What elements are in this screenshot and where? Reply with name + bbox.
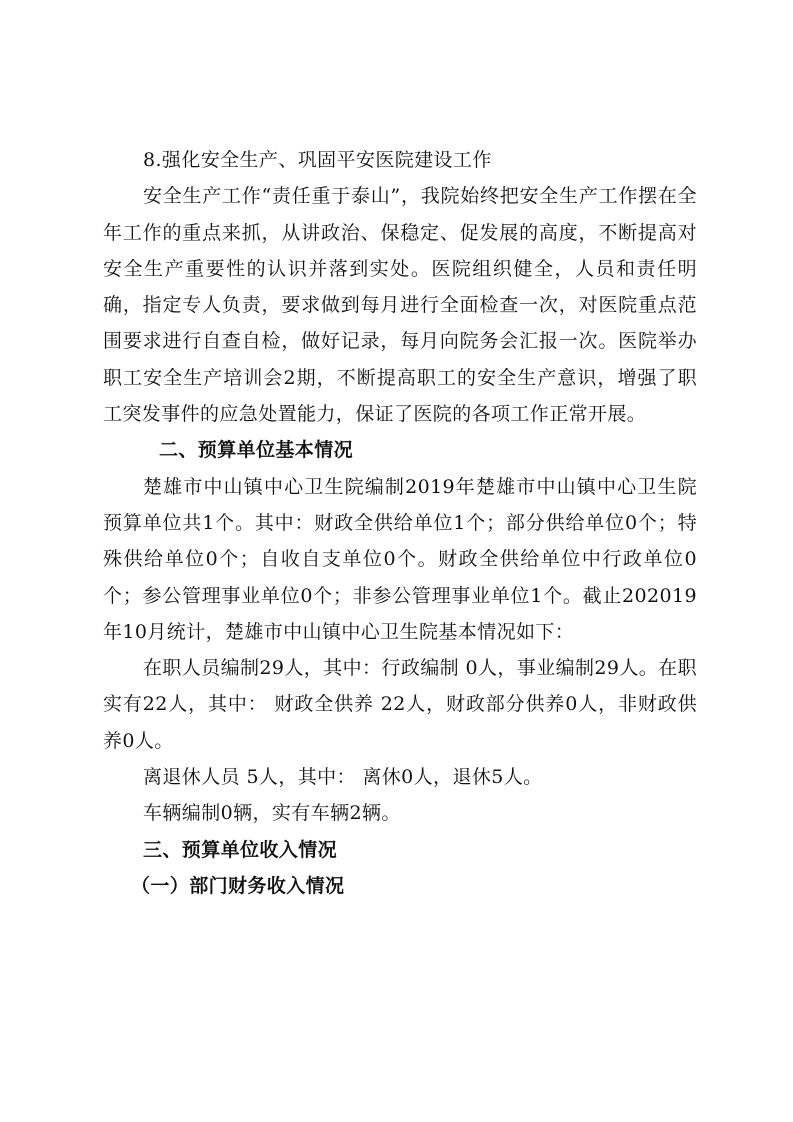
heading-budget-unit-basic-info: 二、预算单位基本情况 (159, 439, 354, 462)
heading-department-financial-income: （一）部门财务收入情况 (131, 874, 345, 897)
document-body (103, 142, 697, 904)
paragraph-vehicles: 车辆编制0辆，实有车辆2辆。 (143, 802, 401, 825)
paragraph-budget-unit-overview: 楚雄市中山镇中心卫生院编制2019年楚雄市中山镇中心卫生院预算单位共1个。其中：财政全供给单位1个；部分供给单位0个；特殊供给单位0个；自收自支单位0个。财政全供给单位中行政单位0个；参公管理事业单位0个；非参公管理事业单位1个。截止202019年10月统计，楚雄市中山镇中心卫生院基本情况如下： (103, 475, 697, 643)
section-title-safety: 8.强化安全生产、巩固平安医院建设工作 (143, 149, 492, 171)
paragraph-retired-staff: 离退休人员 5人，其中： 离休0人，退休5人。 (143, 766, 543, 789)
heading-budget-unit-income: 三、预算单位收入情况 (143, 838, 338, 861)
paragraph-staff-establishment: 在职人员编制29人，其中：行政编制 0人，事业编制29人。在职实有22人，其中： 财政全供养 22人，财政部分供养0人，非财政供养0人。 (103, 657, 697, 752)
paragraph-safety-production: 安全生产工作“责任重于泰山”，我院始终把安全生产工作摆在全年工作的重点来抓，从讲政治、保稳定、促发展的高度，不断提高对安全生产重要性的认识并落到实处。医院组织健全，人员和责任明确，指定专人负责，要求做到每月进行全面检查一次，对医院重点范围要求进行自查自检，做好记录，每月向院务会汇报一次。医院举办职工安全生产培训会2期，不断提高职工的安全生产意识，增强了职工突发事件的应急处置能力，保证了医院的各项工作正常开展。 (103, 185, 697, 426)
